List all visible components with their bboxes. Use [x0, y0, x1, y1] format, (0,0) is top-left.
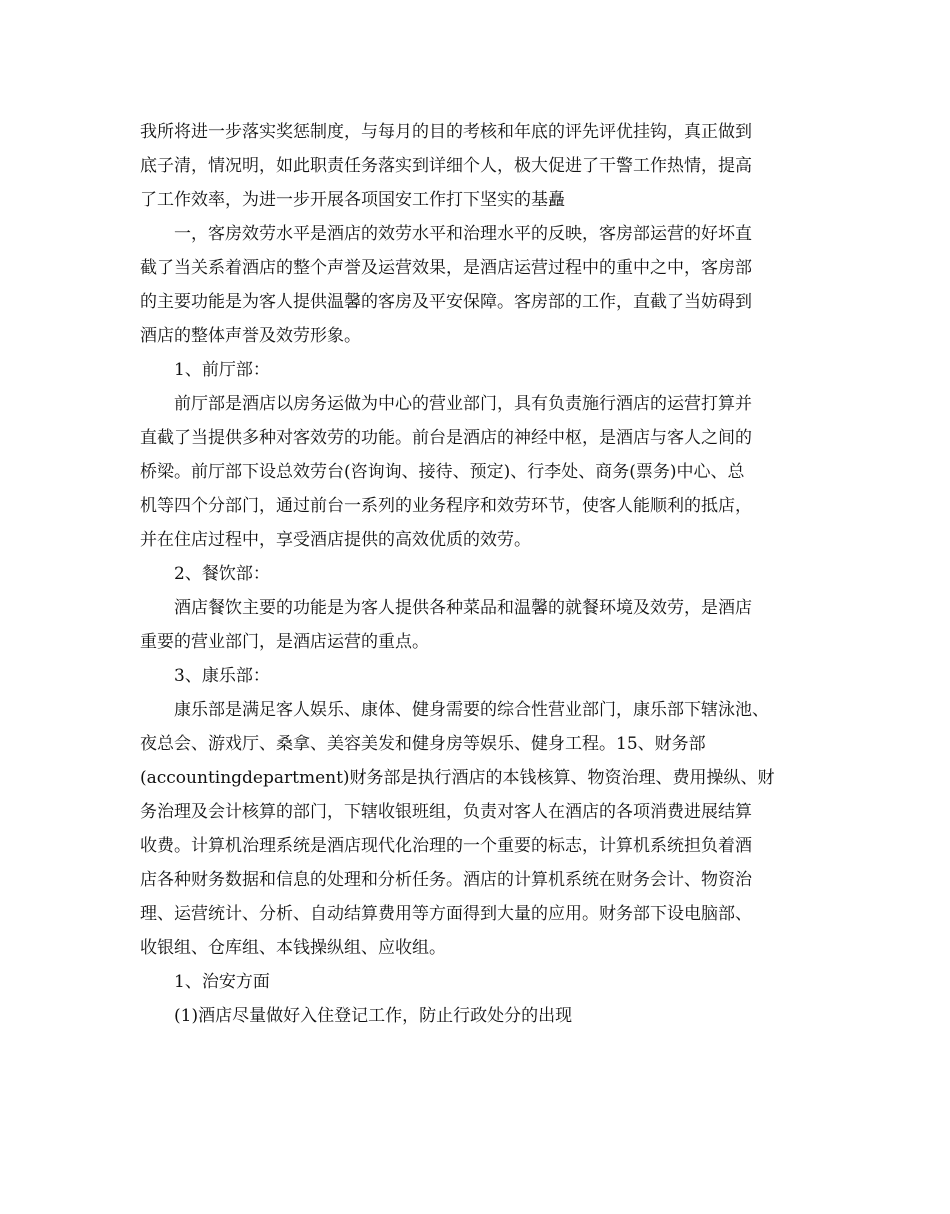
text-line: 夜总会、游戏厅、桑拿、美容美发和健身房等娱乐、健身工程。15、财务部 [140, 734, 706, 754]
text-line: (accountingdepartment)财务部是执行酒店的本钱核算、物资治理、费用操纵、财 [140, 768, 775, 788]
text-line: 并在住店过程中，享受酒店提供的高效优质的效劳。 [140, 530, 531, 550]
text-line: 截了当关系着酒店的整个声誉及运营效果，是酒店运营过程中的重中之中，客房部 [140, 258, 752, 278]
text-line: 重要的营业部门，是酒店运营的重点。 [140, 632, 429, 652]
text-line: 机等四个分部门，通过前台一系列的业务程序和效劳环节，使客人能顺利的抵店， [140, 496, 752, 516]
text-line: 康乐部是满足客人娱乐、康体、健身需要的综合性营业部门，康乐部下辖泳池、 [174, 700, 769, 720]
section-heading: 1、前厅部： [174, 360, 270, 380]
text-line: 酒店的整体声誉及效劳形象。 [140, 326, 361, 346]
text-line: 我所将进一步落实奖惩制度，与每月的目的考核和年底的评先评优挂钩，真正做到 [140, 122, 752, 142]
document-page [140, 115, 820, 1033]
text-line: 了工作效率，为进一步开展各项国安工作打下坚实的基矗 [140, 190, 565, 210]
text-line: 直截了当提供多种对客效劳的功能。前台是酒店的神经中枢，是酒店与客人之间的 [140, 428, 752, 448]
text-line: 收银组、仓库组、本钱操纵组、应收组。 [140, 938, 446, 958]
text-line: 桥梁。前厅部下设总效劳台(咨询询、接待、预定)、行李处、商务(票务)中心、总 [140, 462, 745, 482]
text-line: 收费。计算机治理系统是酒店现代化治理的一个重要的标志，计算机系统担负着酒 [140, 836, 752, 856]
text-line: 一，客房效劳水平是酒店的效劳水平和治理水平的反映，客房部运营的好坏直 [174, 224, 752, 244]
section-heading: 1、治安方面 [174, 972, 270, 992]
text-line: 的主要功能是为客人提供温馨的客房及平安保障。客房部的工作，直截了当妨碍到 [140, 292, 752, 312]
text-line: 底子清，情况明，如此职责任务落实到详细个人，极大促进了干警工作热情，提高 [140, 156, 752, 176]
text-line: 理、运营统计、分析、自动结算费用等方面得到大量的应用。财务部下设电脑部、 [140, 904, 752, 924]
section-heading: 2、餐饮部： [174, 564, 270, 584]
section-heading: 3、康乐部： [174, 666, 270, 686]
text-line: 前厅部是酒店以房务运做为中心的营业部门，具有负责施行酒店的运营打算并 [174, 394, 752, 414]
text-line: 务治理及会计核算的部门，下辖收银班组，负责对客人在酒店的各项消费进展结算 [140, 802, 752, 822]
text-line: 店各种财务数据和信息的处理和分析任务。酒店的计算机系统在财务会计、物资治 [140, 870, 752, 890]
text-line: 酒店餐饮主要的功能是为客人提供各种菜品和温馨的就餐环境及效劳，是酒店 [174, 598, 752, 618]
text-line: (1)酒店尽量做好入住登记工作，防止行政处分的出现 [174, 1006, 573, 1026]
